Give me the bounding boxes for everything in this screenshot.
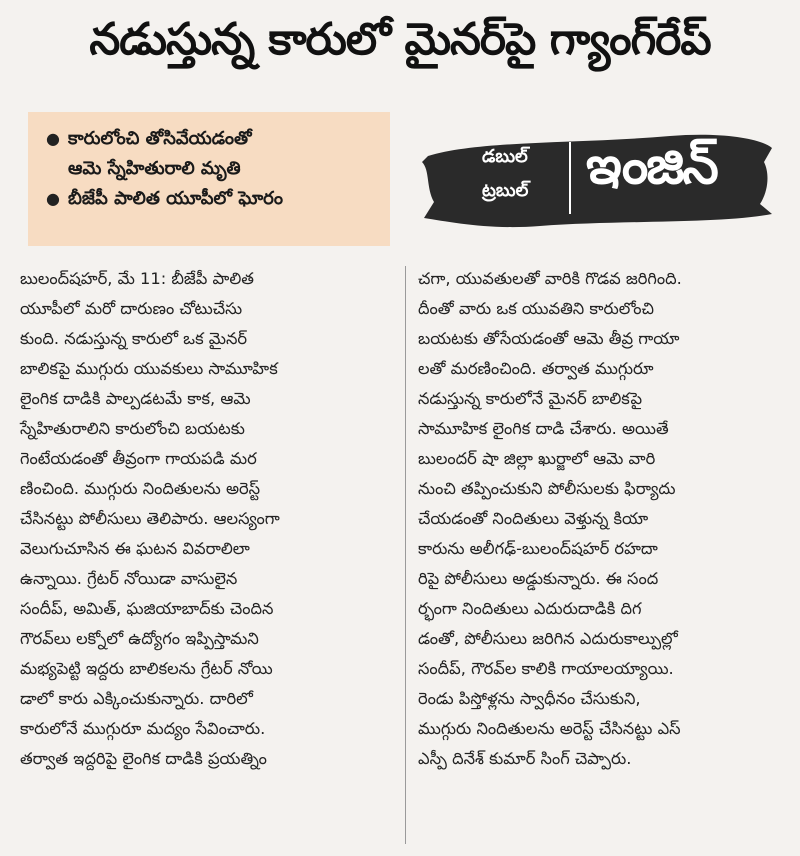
article-line: మభ్యపెట్టి ఇద్దరు బాలికలను గ్రేటర్‌ నోయి bbox=[20, 659, 273, 678]
article-line: తర్వాత ఇద్దరిపై లైంగిక దాడికి ప్రయత్నిం bbox=[20, 749, 267, 768]
highlights-box bbox=[28, 112, 390, 246]
article-line: బాలికపై ముగ్గురు యువకులు సామూహిక bbox=[20, 359, 278, 378]
article-line: యూపీలో మరో దారుణం చోటుచేసు bbox=[20, 299, 243, 318]
bullet-icon: ● bbox=[46, 189, 60, 208]
headline: నడుస్తున్న కారులో మైనర్‌పై గ్యాంగ్‌రేప్ bbox=[89, 14, 711, 65]
article-line: కారులోనే ముగ్గురూ మద్యం సేవించారు. bbox=[20, 719, 266, 738]
highlight-text: ఆమె స్నేహితురాలి మృతి bbox=[68, 158, 241, 179]
article-line: సామూహిక లైంగిక దాడి చేశారు. అయితే bbox=[418, 419, 669, 438]
article-line: దీంతో వారు ఒక యువతిని కారులోంచి bbox=[418, 299, 654, 318]
brand-line-2: ట్రబుల్ bbox=[482, 180, 529, 201]
article-column-left bbox=[20, 264, 370, 774]
article-line: నుంచి తప్పించుకుని పోలీసులకు ఫిర్యాదు bbox=[418, 479, 676, 498]
bullet-icon: ● bbox=[46, 129, 60, 148]
article-line: రెండు పిస్తోళ్లను స్వాధీనం చేసుకుని, bbox=[418, 689, 641, 708]
article-line: ముగ్గురు నిందితులను అరెస్ట్‌ చేసినట్టు ఎస్‌ bbox=[418, 719, 681, 738]
article-line: కుంది. నడుస్తున్న కారులో ఒక మైనర్‌ bbox=[20, 329, 248, 348]
article-line: చేసినట్టు పోలీసులు తెలిపారు. ఆలస్యంగా bbox=[20, 509, 280, 528]
column-divider bbox=[405, 266, 406, 844]
brand-line-1: డబుల్ bbox=[482, 146, 528, 167]
article-line: ణించింది. ముగ్గురు నిందితులను అరెస్ట్‌ bbox=[20, 479, 261, 498]
article-line: సందీప్‌, గౌరవ్‌ల కాలికి గాయాలయ్యాయి. bbox=[418, 659, 674, 678]
article-line: బులందర్‌ షా జిల్లా ఖుర్జాలో ఆమె వారి bbox=[418, 449, 656, 468]
article-line: చగా, యువతులతో వారికి గొడవ జరిగింది. bbox=[418, 269, 682, 288]
brand-title: ఇంజిన్ bbox=[586, 136, 717, 196]
highlight-text: బీజేపీ పాలిత యూపీలో ఘోరం bbox=[68, 188, 283, 209]
article-line: లతో మరణించింది. తర్వాత ముగ్గురూ bbox=[418, 359, 654, 378]
article-line: ఉన్నాయి. గ్రేటర్‌ నోయిడా వాసులైన bbox=[20, 569, 238, 588]
article-column-right bbox=[418, 264, 768, 774]
article-line: బయటకు తోసేయడంతో ఆమె తీవ్ర గాయా bbox=[418, 329, 680, 348]
article-line: డాలో కారు ఎక్కించుకున్నారు. దారిలో bbox=[20, 689, 253, 708]
article-line: సందీప్‌, అమిత్‌, ఘజియాబాద్‌కు చెందిన bbox=[20, 599, 274, 618]
article-line: చేయడంతో నిందితులు వెళ్తున్న కియా bbox=[418, 509, 649, 528]
article-line: బులంద్‌షహర్‌, మే 11: బీజేపీ పాలిత bbox=[20, 269, 254, 288]
article-line: ర్భంగా నిందితులు ఎదురుదాడికి దిగ bbox=[418, 599, 642, 618]
article-line: రిపై పోలీసులు అడ్డుకున్నారు. ఈ సంద bbox=[418, 569, 659, 588]
article-line: డంతో, పోలీసులు జరిగిన ఎదురుకాల్పుల్లో bbox=[418, 629, 678, 648]
article-line: స్నేహితురాలిని కారులోంచి బయటకు bbox=[20, 419, 245, 438]
column-brand-logo bbox=[420, 122, 775, 234]
article-line: గెంటేయడంతో తీవ్రంగా గాయపడి మర bbox=[20, 449, 257, 468]
article-line: ఎస్పీ దినేశ్‌ కుమార్‌ సింగ్‌ చెప్పారు. bbox=[418, 749, 632, 768]
article-line: నడుస్తున్న కారులోనే మైనర్‌ బాలికపై bbox=[418, 389, 643, 408]
article-line: లైంగిక దాడికి పాల్పడటమే కాక, ఆమె bbox=[20, 389, 251, 408]
highlight-text: కారులోంచి తోసివేయడంతో bbox=[68, 128, 252, 149]
article-line: కారును అలీగఢ్‌-బులంద్‌షహర్‌ రహదా bbox=[418, 539, 658, 558]
highlight-item bbox=[46, 124, 380, 154]
highlight-item bbox=[46, 184, 380, 214]
article-line: వెలుగుచూసిన ఈ ఘటన వివరాలిలా bbox=[20, 539, 250, 558]
article-line: గౌరవ్‌లు లక్నోలో ఉద్యోగం ఇప్పిస్తామని bbox=[20, 629, 259, 648]
